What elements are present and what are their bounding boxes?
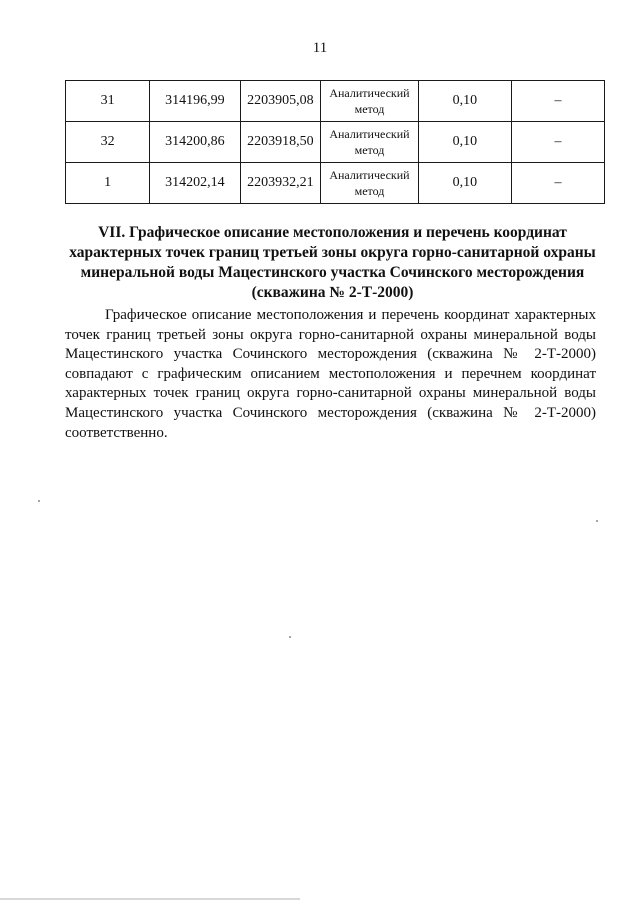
table-row [66, 122, 605, 163]
method-cell [321, 163, 419, 204]
table-row [66, 81, 605, 122]
section-title-line: (скважина № 2-Т-2000) [251, 284, 414, 301]
section-title-line: характерных точек границ третьей зоны округа горно-санитарной охраны [69, 244, 596, 261]
section-title [60, 223, 605, 303]
scan-edge [0, 898, 300, 900]
dash-cell: – [512, 81, 605, 122]
method-line-2: метод [354, 102, 385, 116]
paragraph-line: характерных точек границ округа горно-санитарной охраны минеральной воды [65, 385, 596, 402]
point-number-cell: 1 [66, 163, 150, 204]
paragraph-line: Графическое описание местоположения и перечень координат характерных [105, 307, 596, 323]
paragraph-line: точек границ третьей зоны округа горно-санитарной охраны минеральной воды [65, 326, 596, 343]
method-cell [321, 81, 419, 122]
method-line-1: Аналитический [329, 168, 410, 182]
dash-cell: – [512, 122, 605, 163]
dash-cell: – [512, 163, 605, 204]
x-coordinate-cell: 314200,86 [150, 122, 240, 163]
scan-speck [38, 500, 40, 502]
point-number-cell: 32 [66, 122, 150, 163]
method-line-1: Аналитический [329, 127, 410, 141]
x-coordinate-cell: 314202,14 [150, 163, 240, 204]
method-line-1: Аналитический [329, 86, 410, 100]
error-cell: 0,10 [418, 122, 511, 163]
paragraph-line: совпадают с графическим описанием местоположения и перечнем координат [65, 365, 596, 382]
table-row [66, 163, 605, 204]
section-title-line: минеральной воды Мацестинского участка Сочинского месторождения [80, 264, 585, 281]
method-line-2: метод [354, 184, 385, 198]
paragraph-line: Мацестинского участка Сочинского месторождения (скважина № 2-Т-2000) [65, 404, 596, 421]
paragraph-line: Мацестинского участка Сочинского месторождения (скважина № 2-Т-2000) [65, 346, 596, 363]
y-coordinate-cell: 2203905,08 [240, 81, 321, 122]
method-line-2: метод [354, 143, 385, 157]
paragraph-line: соответственно. [65, 424, 168, 441]
y-coordinate-cell: 2203918,50 [240, 122, 321, 163]
error-cell: 0,10 [418, 163, 511, 204]
page-number: 11 [312, 40, 328, 56]
coordinates-table [65, 80, 605, 204]
error-cell: 0,10 [418, 81, 511, 122]
scan-speck [596, 520, 598, 522]
x-coordinate-cell: 314196,99 [150, 81, 240, 122]
body-paragraph [65, 306, 596, 443]
scan-speck [289, 636, 291, 638]
y-coordinate-cell: 2203932,21 [240, 163, 321, 204]
method-cell [321, 122, 419, 163]
section-title-line: VII. Графическое описание местоположения и перечень координат [98, 224, 567, 241]
point-number-cell: 31 [66, 81, 150, 122]
